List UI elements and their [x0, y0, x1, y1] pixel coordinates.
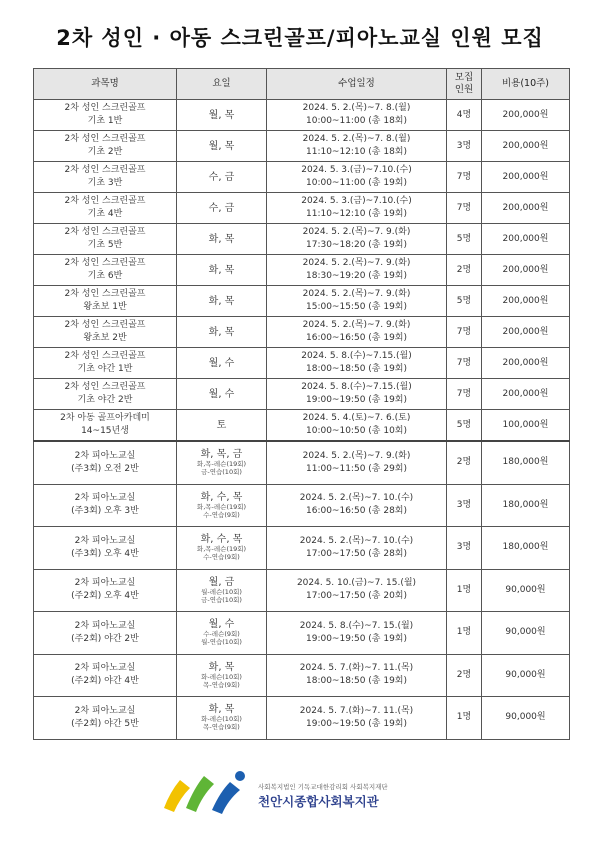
course-name: 2차 피아노교실 [74, 450, 136, 461]
table-row [34, 131, 570, 162]
day-text: 수, 금 [208, 171, 235, 183]
day-cell [177, 654, 267, 697]
fee-text: 200,000원 [502, 109, 549, 120]
schedule-dates: 2024. 5. 8.(수)~7.15.(월) [301, 382, 412, 392]
schedule-table [33, 68, 570, 740]
schedule-dates: 2024. 5. 2.(목)~7. 8.(월) [302, 103, 411, 113]
course-cell [34, 441, 177, 484]
capacity-cell [447, 348, 482, 379]
day-text: 화, 목 [208, 295, 235, 307]
course-name: 2차 성인 스크린골프 [64, 351, 146, 361]
day-text: 화, 목 [208, 264, 235, 276]
course-name: 2차 성인 스크린골프 [64, 165, 146, 175]
schedule-cell [267, 410, 447, 442]
capacity-cell [447, 441, 482, 484]
schedule-time: 16:00~16:50 (총 28회) [306, 506, 407, 517]
fee-text: 200,000원 [502, 295, 549, 306]
course-class: 왕초보 1반 [83, 302, 127, 312]
course-class: (주3회) 오전 2반 [71, 463, 139, 474]
fee-text: 100,000원 [502, 419, 549, 430]
day-text: 화, 목 [208, 233, 235, 245]
page-title: 2차 성인 · 아동 스크린골프/피아노교실 인원 모집 [56, 26, 544, 50]
fee-cell [482, 131, 570, 162]
table-row [34, 286, 570, 317]
day-text: 화, 목 [208, 704, 235, 716]
day-detail-lesson: 수-레슨(9회) [203, 630, 240, 639]
table-row [34, 224, 570, 255]
schedule-cell [267, 569, 447, 612]
course-name: 2차 성인 스크린골프 [64, 382, 146, 392]
course-name: 2차 피아노교실 [74, 663, 136, 674]
course-class: 기초 야간 2반 [77, 395, 133, 405]
schedule-dates: 2024. 5. 8.(수)~7. 15.(월) [299, 620, 414, 631]
schedule-cell [267, 193, 447, 224]
course-class: 왕초보 2반 [83, 333, 127, 343]
day-text: 화, 목 [208, 661, 235, 673]
day-cell [177, 527, 267, 570]
schedule-time: 17:30~18:20 (총 19회) [306, 240, 407, 250]
header-course: 과목명 [34, 69, 177, 100]
fee-text: 200,000원 [502, 202, 549, 213]
course-class: 기초 1반 [87, 116, 123, 126]
header-recruit-line2: 인원 [454, 84, 474, 95]
logo-dot [235, 771, 245, 781]
course-class: 기초 야간 1반 [77, 364, 133, 374]
table-row [34, 348, 570, 379]
day-detail-lesson: 월-레슨(10회) [201, 587, 242, 596]
day-text: 토 [216, 419, 227, 431]
course-name: 2차 성인 스크린골프 [64, 103, 146, 113]
day-detail-practice: 목-연습(9회) [203, 680, 240, 689]
table-row [34, 379, 570, 410]
day-cell [177, 441, 267, 484]
header-fee: 비용(10주) [482, 69, 570, 100]
capacity-text: 1명 [456, 712, 472, 723]
day-cell [177, 484, 267, 527]
fee-cell [482, 100, 570, 131]
header-day: 요일 [177, 69, 267, 100]
capacity-text: 7명 [456, 202, 472, 213]
course-class: 기초 2반 [87, 147, 123, 157]
day-cell [177, 379, 267, 410]
day-detail-practice: 월-연습(10회) [201, 638, 242, 647]
capacity-text: 2명 [456, 457, 472, 468]
capacity-cell [447, 255, 482, 286]
table-row [34, 527, 570, 570]
schedule-time: 15:00~15:50 (총 19회) [306, 302, 407, 312]
course-name: 2차 피아노교실 [74, 535, 136, 546]
day-cell [177, 162, 267, 193]
schedule-dates: 2024. 5. 7.(화)~7. 11.(목) [299, 705, 414, 716]
course-cell [34, 131, 177, 162]
day-text: 화, 수, 목 [200, 534, 243, 546]
day-detail-practice: 금-연습(10회) [201, 468, 242, 477]
capacity-text: 3명 [456, 499, 472, 510]
day-detail-practice: 수-연습(9회) [203, 510, 240, 519]
fee-text: 200,000원 [502, 140, 549, 151]
day-text: 화, 목 [208, 326, 235, 338]
capacity-text: 1명 [456, 584, 472, 595]
schedule-cell [267, 317, 447, 348]
course-class: (주2회) 야간 5반 [71, 718, 139, 729]
fee-text: 90,000원 [505, 712, 546, 723]
course-name: 2차 성인 스크린골프 [64, 196, 146, 206]
day-text: 화, 수, 목 [200, 491, 243, 503]
capacity-cell [447, 317, 482, 348]
footer-branding [160, 768, 460, 818]
course-name: 2차 성인 스크린골프 [64, 289, 146, 299]
header-recruit [447, 69, 482, 100]
course-cell [34, 193, 177, 224]
fee-text: 200,000원 [502, 326, 549, 337]
table-row [34, 317, 570, 348]
schedule-time: 18:00~18:50 (총 19회) [306, 676, 407, 687]
course-class: (주2회) 야간 4반 [71, 676, 139, 687]
org-name: 천안시종합사회복지관 [258, 794, 379, 809]
course-class: 기초 4반 [87, 209, 123, 219]
schedule-dates: 2024. 5. 4.(토)~7. 6.(토) [302, 413, 411, 423]
schedule-time: 10:00~11:00 (총 18회) [306, 116, 407, 126]
capacity-text: 3명 [456, 542, 472, 553]
fee-text: 180,000원 [502, 542, 549, 553]
capacity-text: 7명 [456, 171, 472, 182]
table-row [34, 569, 570, 612]
capacity-cell [447, 527, 482, 570]
course-name: 2차 피아노교실 [74, 578, 136, 589]
logo-yellow-stroke [164, 780, 190, 812]
capacity-cell [447, 569, 482, 612]
day-text: 월, 목 [208, 109, 235, 121]
table-row [34, 484, 570, 527]
capacity-text: 5명 [456, 419, 472, 430]
capacity-text: 5명 [456, 233, 472, 244]
fee-cell [482, 286, 570, 317]
course-name: 2차 피아노교실 [74, 705, 136, 716]
schedule-time: 19:00~19:50 (총 19회) [306, 633, 407, 644]
capacity-text: 7명 [456, 357, 472, 368]
day-cell [177, 286, 267, 317]
fee-text: 90,000원 [505, 627, 546, 638]
table-header-row [34, 69, 570, 100]
schedule-dates: 2024. 5. 10.(금)~7. 15.(월) [296, 578, 417, 589]
schedule-cell [267, 484, 447, 527]
schedule-cell [267, 612, 447, 655]
day-text: 월, 금 [208, 576, 235, 588]
schedule-time: 11:00~11:50 (총 29회) [306, 463, 407, 474]
day-text: 월, 수 [208, 357, 235, 369]
schedule-time: 17:00~17:50 (총 20회) [306, 591, 407, 602]
fee-text: 90,000원 [505, 669, 546, 680]
schedule-time: 11:10~12:10 (총 18회) [306, 147, 407, 157]
day-detail-practice: 금-연습(10회) [201, 595, 242, 604]
fee-cell [482, 569, 570, 612]
course-name: 2차 아동 골프아카데미 [60, 413, 150, 423]
fee-text: 180,000원 [502, 499, 549, 510]
schedule-time: 19:00~19:50 (총 19회) [306, 395, 407, 405]
day-detail-lesson: 화,목-레슨(19회) [196, 545, 247, 554]
day-cell [177, 131, 267, 162]
table-row [34, 654, 570, 697]
schedule-dates: 2024. 5. 3.(금)~7.10.(수) [301, 165, 412, 175]
fee-text: 90,000원 [505, 584, 546, 595]
schedule-time: 17:00~17:50 (총 28회) [306, 548, 407, 559]
course-name: 2차 피아노교실 [74, 493, 136, 504]
table-row [34, 193, 570, 224]
schedule-cell [267, 286, 447, 317]
org-parent-name: 사회복지법인 기독교대한감리회 사회복지재단 [258, 783, 388, 791]
fee-text: 200,000원 [502, 171, 549, 182]
table-row [34, 612, 570, 655]
course-name: 2차 성인 스크린골프 [64, 258, 146, 268]
day-detail-lesson: 화,목-레슨(19회) [196, 460, 247, 469]
course-name: 2차 성인 스크린골프 [64, 227, 146, 237]
day-cell [177, 697, 267, 740]
fee-cell [482, 654, 570, 697]
day-cell [177, 193, 267, 224]
table-row [34, 255, 570, 286]
day-cell [177, 612, 267, 655]
schedule-cell [267, 131, 447, 162]
course-class: 기초 6반 [87, 271, 123, 281]
schedule-dates: 2024. 5. 2.(목)~7. 9.(화) [302, 320, 411, 330]
course-cell [34, 162, 177, 193]
course-cell [34, 527, 177, 570]
fee-cell [482, 255, 570, 286]
capacity-text: 7명 [456, 326, 472, 337]
capacity-cell [447, 162, 482, 193]
day-text: 월, 수 [208, 388, 235, 400]
schedule-time: 18:00~18:50 (총 19회) [306, 364, 407, 374]
course-cell [34, 255, 177, 286]
logo-blue-stroke [212, 782, 240, 814]
schedule-cell [267, 654, 447, 697]
schedule-cell [267, 441, 447, 484]
course-cell [34, 379, 177, 410]
course-cell [34, 612, 177, 655]
schedule-dates: 2024. 5. 8.(수)~7.15.(월) [301, 351, 412, 361]
schedule-dates: 2024. 5. 2.(목)~7. 9.(화) [302, 450, 411, 461]
schedule-cell [267, 162, 447, 193]
capacity-text: 4명 [456, 109, 472, 120]
capacity-text: 1명 [456, 627, 472, 638]
fee-cell [482, 348, 570, 379]
day-cell [177, 317, 267, 348]
fee-text: 200,000원 [502, 264, 549, 275]
table-row [34, 410, 570, 442]
capacity-cell [447, 379, 482, 410]
fee-cell [482, 224, 570, 255]
course-name: 2차 피아노교실 [74, 620, 136, 631]
course-class: 기초 5반 [87, 240, 123, 250]
course-class: (주2회) 야간 2반 [71, 633, 139, 644]
schedule-time: 16:00~16:50 (총 19회) [306, 333, 407, 343]
schedule-cell [267, 697, 447, 740]
schedule-cell [267, 224, 447, 255]
course-cell [34, 224, 177, 255]
capacity-cell [447, 697, 482, 740]
schedule-dates: 2024. 5. 2.(목)~7. 9.(화) [302, 289, 411, 299]
header-schedule: 수업일정 [267, 69, 447, 100]
schedule-time: 10:00~11:00 (총 19회) [306, 178, 407, 188]
capacity-cell [447, 654, 482, 697]
schedule-cell [267, 527, 447, 570]
schedule-dates: 2024. 5. 3.(금)~7.10.(수) [301, 196, 412, 206]
day-detail-lesson: 화-레슨(10회) [201, 672, 242, 681]
schedule-dates: 2024. 5. 2.(목)~7. 10.(수) [299, 493, 414, 504]
capacity-text: 7명 [456, 388, 472, 399]
schedule-cell [267, 379, 447, 410]
fee-text: 180,000원 [502, 457, 549, 468]
schedule-dates: 2024. 5. 7.(화)~7. 11.(목) [299, 663, 414, 674]
day-text: 월, 수 [208, 619, 235, 631]
day-detail-practice: 목-연습(9회) [203, 723, 240, 732]
fee-text: 200,000원 [502, 233, 549, 244]
course-class: (주3회) 오후 3반 [71, 506, 139, 517]
capacity-cell [447, 286, 482, 317]
capacity-cell [447, 131, 482, 162]
fee-cell [482, 441, 570, 484]
table-row [34, 441, 570, 484]
fee-cell [482, 527, 570, 570]
day-cell [177, 569, 267, 612]
schedule-time: 10:00~10:50 (총 10회) [306, 426, 407, 436]
course-cell [34, 410, 177, 442]
fee-cell [482, 410, 570, 442]
schedule-cell [267, 348, 447, 379]
schedule-cell [267, 255, 447, 286]
schedule-cell [267, 100, 447, 131]
capacity-cell [447, 100, 482, 131]
logo-green-stroke [186, 776, 214, 812]
capacity-cell [447, 484, 482, 527]
schedule-dates: 2024. 5. 2.(목)~7. 8.(월) [302, 134, 411, 144]
day-cell [177, 100, 267, 131]
course-cell [34, 569, 177, 612]
capacity-text: 5명 [456, 295, 472, 306]
course-class: 14~15년생 [81, 426, 129, 436]
fee-cell [482, 379, 570, 410]
day-detail-practice: 수-연습(9회) [203, 553, 240, 562]
welfare-center-logo [160, 768, 252, 816]
capacity-cell [447, 410, 482, 442]
day-detail-lesson: 화-레슨(10회) [201, 715, 242, 724]
course-cell [34, 317, 177, 348]
schedule-time: 18:30~19:20 (총 19회) [306, 271, 407, 281]
fee-text: 200,000원 [502, 388, 549, 399]
table-row [34, 100, 570, 131]
capacity-cell [447, 224, 482, 255]
course-cell [34, 100, 177, 131]
fee-cell [482, 484, 570, 527]
fee-cell [482, 162, 570, 193]
course-class: (주3회) 오후 4반 [71, 548, 139, 559]
course-cell [34, 484, 177, 527]
fee-cell [482, 317, 570, 348]
course-cell [34, 286, 177, 317]
course-name: 2차 성인 스크린골프 [64, 134, 146, 144]
course-cell [34, 348, 177, 379]
fee-cell [482, 697, 570, 740]
capacity-cell [447, 193, 482, 224]
course-cell [34, 697, 177, 740]
course-cell [34, 654, 177, 697]
schedule-time: 19:00~19:50 (총 19회) [306, 718, 407, 729]
day-text: 월, 목 [208, 140, 235, 152]
table-row [34, 162, 570, 193]
day-cell [177, 224, 267, 255]
day-text: 화, 목, 금 [200, 449, 243, 461]
header-recruit-line1: 모집 [454, 72, 474, 83]
capacity-cell [447, 612, 482, 655]
day-detail-lesson: 화,목-레슨(19회) [196, 502, 247, 511]
fee-cell [482, 193, 570, 224]
capacity-text: 3명 [456, 140, 472, 151]
schedule-dates: 2024. 5. 2.(목)~7. 9.(화) [302, 258, 411, 268]
capacity-text: 2명 [456, 669, 472, 680]
day-cell [177, 410, 267, 442]
day-text: 수, 금 [208, 202, 235, 214]
day-cell [177, 255, 267, 286]
course-name: 2차 성인 스크린골프 [64, 320, 146, 330]
schedule-time: 11:10~12:10 (총 19회) [306, 209, 407, 219]
schedule-dates: 2024. 5. 2.(목)~7. 10.(수) [299, 535, 414, 546]
table-row [34, 697, 570, 740]
fee-cell [482, 612, 570, 655]
course-class: 기초 3반 [87, 178, 123, 188]
fee-text: 200,000원 [502, 357, 549, 368]
schedule-dates: 2024. 5. 2.(목)~7. 9.(화) [302, 227, 411, 237]
day-cell [177, 348, 267, 379]
course-class: (주2회) 오후 4반 [71, 591, 139, 602]
capacity-text: 2명 [456, 264, 472, 275]
